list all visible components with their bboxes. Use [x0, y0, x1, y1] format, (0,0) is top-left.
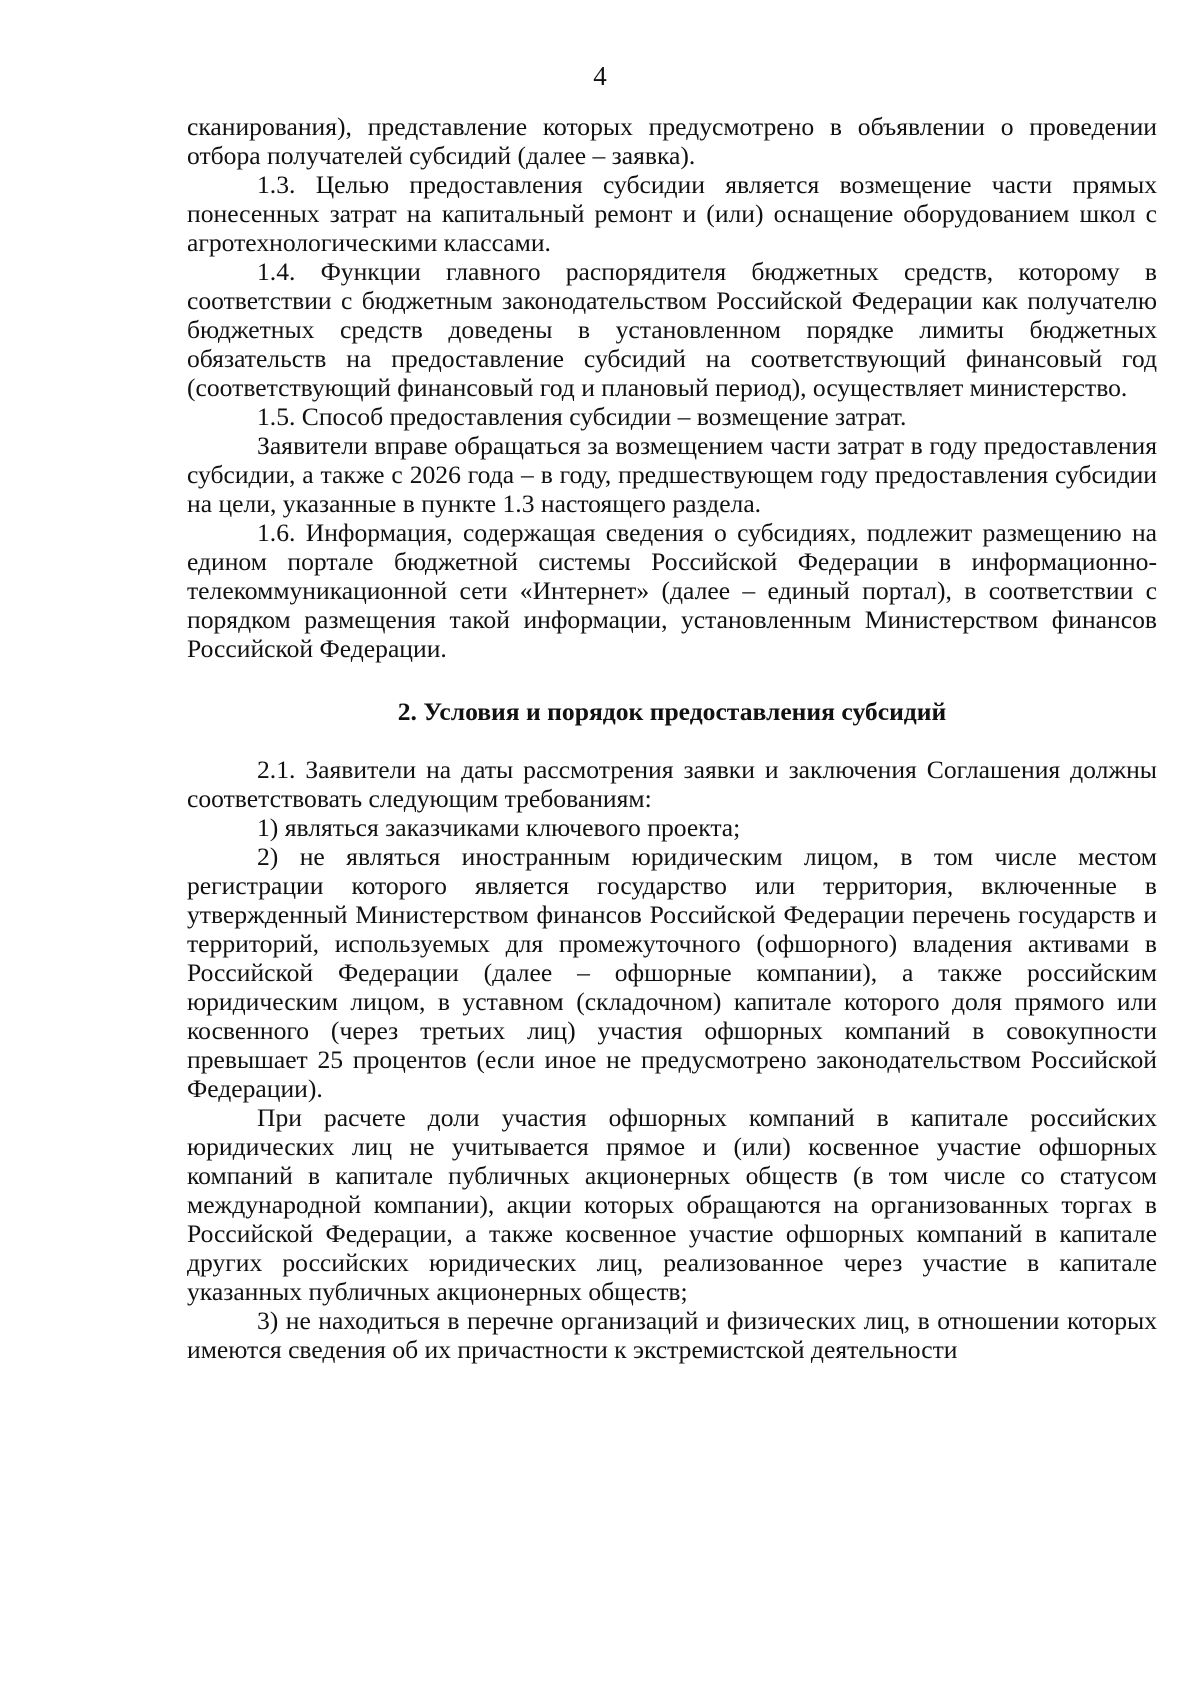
document-body	[187, 112, 1157, 1364]
paragraph-1-3: 1.3. Целью предоставления субсидии является возмещение части прямых понесенных затрат на капитальный ремонт и (или) оснащение оборудованием школ с агротехнологическими классами.	[187, 170, 1157, 257]
paragraph-1-6: 1.6. Информация, содержащая сведения о субсидиях, подлежит размещению на едином портале бюджетной системы Российской Федерации в информационно-телекоммуникационной сети «Интернет» (далее – единый портал), в соответствии с порядком размещения такой информации, установленным Министерством финансов Российской Федерации.	[187, 518, 1157, 663]
paragraph-2-1-item-3: 3) не находиться в перечне организаций и физических лиц, в отношении которых имеются сведения об их причастности к экстремистской деятельности	[187, 1306, 1157, 1364]
paragraph-continued: сканирования), представление которых предусмотрено в объявлении о проведении отбора получателей субсидий (далее – заявка).	[187, 112, 1157, 170]
section-heading: 2. Условия и порядок предоставления субсидий	[397, 697, 947, 726]
page-number: 4	[593, 61, 607, 91]
paragraph-2-1-item-1: 1) являться заказчиками ключевого проекта;	[257, 813, 741, 842]
paragraph-2-1: 2.1. Заявители на даты рассмотрения заявки и заключения Соглашения должны соответствовать следующим требованиям:	[187, 755, 1157, 813]
paragraph-1-5: 1.5. Способ предоставления субсидии – возмещение затрат.	[257, 402, 907, 431]
paragraph-2-1-item-2-continued: При расчете доли участия офшорных компаний в капитале российских юридических лиц не учитывается прямое и (или) косвенное участие офшорных компаний в капитале публичных акционерных обществ (в том числе со статусом международной компании), акции которых обращаются на организованных торгах в Российской Федерации, а также косвенное участие офшорных компаний в капитале других российских юридических лиц, реализованное через участие в капитале указанных публичных акционерных обществ;	[187, 1103, 1157, 1306]
paragraph-2-1-item-2: 2) не являться иностранным юридическим лицом, в том числе местом регистрации которого является государство или территория, включенные в утвержденный Министерством финансов Российской Федерации перечень государств и территорий, используемых для промежуточного (офшорного) владения активами в Российской Федерации (далее – офшорные компании), а также российским юридическим лицом, в уставном (складочном) капитале которого доля прямого или косвенного (через третьих лиц) участия офшорных компаний в совокупности превышает 25 процентов (если иное не предусмотрено законодательством Российской Федерации).	[187, 842, 1157, 1103]
paragraph-1-4: 1.4. Функции главного распорядителя бюджетных средств, которому в соответствии с бюджетным законодательством Российской Федерации как получателю бюджетных средств доведены в установленном порядке лимиты бюджетных обязательств на предоставление субсидий на соответствующий финансовый год (соответствующий финансовый год и плановый период), осуществляет министерство.	[187, 257, 1157, 402]
paragraph-1-5-continued: Заявители вправе обращаться за возмещением части затрат в году предоставления субсидии, а также с 2026 года – в году, предшествующем году предоставления субсидии на цели, указанные в пункте 1.3 настоящего раздела.	[187, 431, 1157, 518]
section-spacer	[187, 727, 1157, 755]
